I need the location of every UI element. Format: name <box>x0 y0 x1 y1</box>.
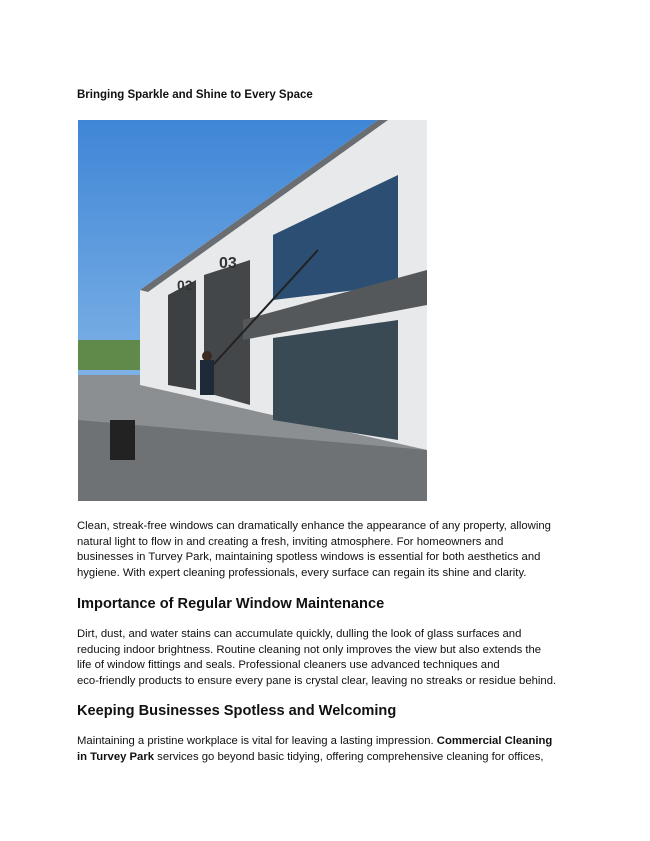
text-line: life of window fittings and seals. Professional cleaners use advanced techniques and <box>77 659 500 672</box>
text-line: businesses in Turvey Park, maintaining spotless windows is essential for both aesthetics and <box>77 551 541 564</box>
text-line <box>77 750 552 766</box>
text: services go beyond basic tidying, offering comprehensive cleaning for offices, <box>154 750 544 763</box>
window-cleaning-photo <box>78 120 427 501</box>
maintenance-paragraph <box>77 627 556 689</box>
bold-keyword: in Turvey Park <box>77 750 155 763</box>
bold-keyword: Commercial Cleaning <box>436 735 553 747</box>
text-line <box>77 734 552 750</box>
section-heading-maintenance: Importance of Regular Window Maintenance <box>77 596 385 612</box>
unit-number-03: 03 <box>219 255 237 272</box>
intro-paragraph <box>77 519 551 581</box>
text-line: eco-friendly products to ensure every pane is crystal clear, leaving no streaks or residue behind. <box>77 674 557 687</box>
businesses-paragraph <box>77 734 552 765</box>
text-line: natural light to flow in and creating a fresh, inviting atmosphere. For homeowners and <box>77 535 504 548</box>
unit-number-02: 02 <box>177 277 193 293</box>
text: Maintaining a pristine workplace is vital for leaving a lasting impression. <box>77 735 437 747</box>
section-heading-businesses: Keeping Businesses Spotless and Welcoming <box>77 703 397 719</box>
text-line: Dirt, dust, and water stains can accumulate quickly, dulling the look of glass surfaces and <box>77 628 522 640</box>
text-line: reducing indoor brightness. Routine cleaning not only improves the view but also extends the <box>77 643 542 656</box>
page-title: Bringing Sparkle and Shine to Every Space <box>77 89 313 101</box>
text-line: hygiene. With expert cleaning professionals, every surface can regain its shine and clarity. <box>77 566 527 579</box>
text-line: Clean, streak-free windows can dramatically enhance the appearance of any property, allowing <box>77 520 551 532</box>
